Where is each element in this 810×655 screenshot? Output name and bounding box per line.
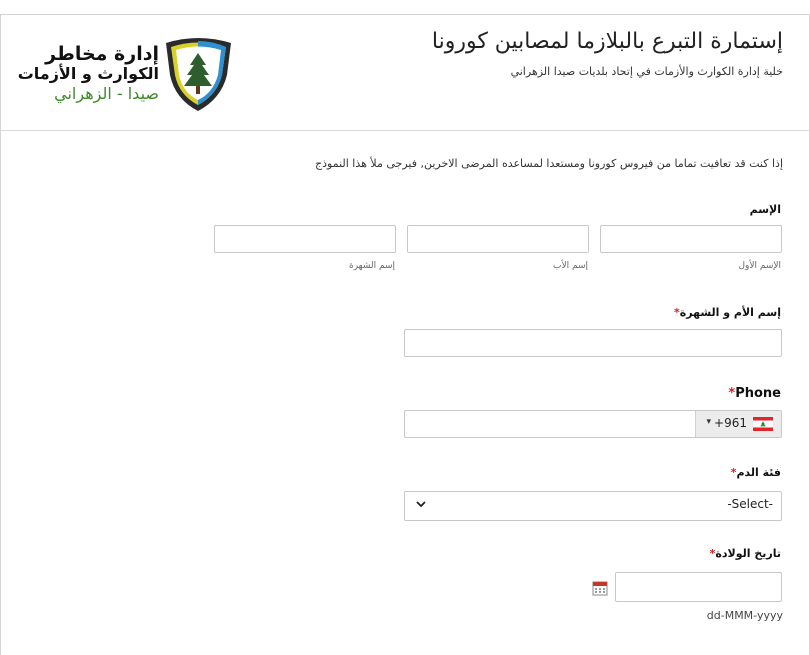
first-name-sublabel: الإسم الأول [738, 261, 781, 271]
blood-type-selected: -Select- [727, 497, 773, 511]
country-code: +961 [714, 416, 747, 430]
calendar-icon[interactable] [592, 580, 608, 596]
first-name-input[interactable] [600, 225, 782, 253]
form-subtitle: خلية إدارة الكوارث والأزمات في إتحاد بلديات صيدا الزهراني [510, 65, 783, 78]
mother-name-label-text: إسم الأم و الشهرة [679, 306, 781, 319]
father-name-sublabel: إسم الأب [553, 261, 588, 271]
organization-logo [17, 35, 236, 113]
blood-type-select[interactable] [404, 491, 782, 521]
lebanon-flag-icon [753, 417, 773, 431]
name-label [750, 203, 781, 216]
chevron-down-icon [415, 498, 427, 510]
father-name-input[interactable] [407, 225, 589, 253]
country-code-selector[interactable] [695, 411, 781, 437]
phone-label [724, 386, 781, 401]
phone-label-text: Phone [735, 386, 781, 401]
date-format-hint: dd-MMM-yyyy [706, 609, 783, 622]
logo-text-line3: صيدا - الزهراني [54, 84, 159, 103]
last-name-input[interactable] [214, 225, 396, 253]
last-name-sublabel: إسم الشهرة [349, 261, 395, 271]
mother-name-label [670, 306, 781, 319]
form-header [1, 15, 809, 131]
mother-name-input[interactable] [404, 329, 782, 357]
shield-cedar-icon [161, 35, 236, 113]
dob-input[interactable] [615, 572, 782, 602]
blood-type-label [727, 466, 781, 479]
dropdown-arrow-icon: ▾ [706, 417, 711, 427]
intro-text: إذا كنت قد تعافيت تماما من فيروس كورونا ومستعدا لمساعده المرضى الاخرين, فيرجى ملأ هذا النموذج [315, 157, 783, 170]
name-label-text: الإسم [749, 203, 781, 216]
required-marker: * [728, 386, 736, 401]
required-marker: * [709, 547, 716, 560]
logo-text-line2: الكوارث و الأزمات [17, 64, 159, 83]
logo-text-line1: إدارة مخاطر [45, 43, 159, 65]
required-marker: * [673, 306, 680, 319]
dob-label [706, 547, 781, 560]
form-title: إستمارة التبرع بالبلازما لمصابين كورونا [431, 29, 783, 54]
phone-input[interactable] [404, 410, 782, 438]
form-container [0, 14, 810, 655]
dob-label-text: تاريخ الولادة [715, 547, 781, 560]
blood-type-label-text: فئة الدم [736, 466, 781, 479]
required-marker: * [730, 466, 737, 479]
